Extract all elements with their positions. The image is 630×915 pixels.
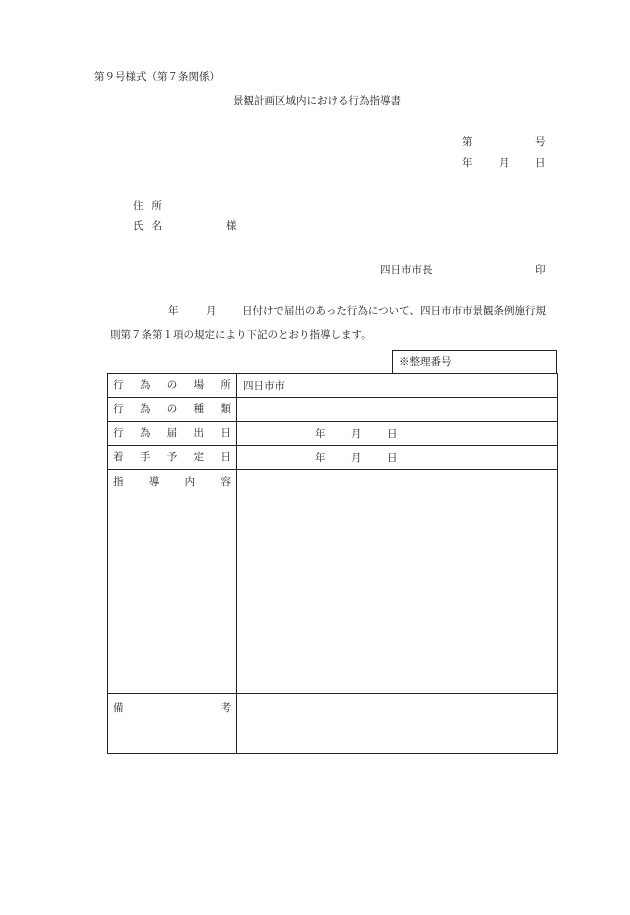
remarks-value[interactable] [237, 694, 558, 754]
row-label: 行 為 の 場 所 [108, 374, 237, 398]
doc-number-suffix: 号 [535, 136, 546, 148]
table-row [108, 374, 558, 398]
date-year: 年 [315, 451, 326, 464]
table-row [108, 398, 558, 422]
type-value[interactable] [237, 398, 558, 422]
guidance-content-value[interactable] [237, 470, 558, 694]
row-label: 備 考 [108, 694, 237, 754]
date-day: 日 [387, 427, 398, 440]
body-month: 月 [206, 305, 217, 317]
location-value[interactable]: 四日市市 [237, 374, 558, 398]
row-label: 行 為 の 種 類 [108, 398, 237, 422]
notification-date-value[interactable] [237, 422, 558, 446]
recipient-address-label: 住所 [133, 200, 170, 212]
row-label: 指 導 内 容 [108, 470, 237, 694]
body-text-rest: 日付けで届出のあった行為について、四日市市市景観条例施行規 [242, 305, 546, 317]
registration-number-box [392, 350, 557, 373]
table-row [108, 446, 558, 470]
registration-number-label: ※整理番号 [399, 356, 452, 368]
body-text-line2: 則第７条第１項の規定により下記のとおり指導します。 [110, 329, 372, 341]
body-year: 年 [168, 305, 179, 317]
guidance-table [107, 373, 558, 754]
table-row [108, 694, 558, 754]
seal-mark: 印 [535, 264, 546, 276]
table-row [108, 422, 558, 446]
issue-date-day: 日 [535, 157, 546, 169]
document-title: 景観計画区域内における行為指導書 [233, 95, 401, 107]
issuer-title: 四日市市長 [380, 264, 433, 276]
date-month: 月 [351, 451, 362, 464]
start-date-value[interactable] [237, 446, 558, 470]
table-row [108, 470, 558, 694]
row-label: 着 手 予 定 日 [108, 446, 237, 470]
issue-date-month: 月 [499, 157, 510, 169]
date-year: 年 [315, 427, 326, 440]
issue-date-year: 年 [462, 157, 473, 169]
recipient-name-label: 氏名 [133, 220, 170, 232]
row-label: 行 為 届 出 日 [108, 422, 237, 446]
date-month: 月 [351, 427, 362, 440]
form-label: 第９号様式（第７条関係） [94, 71, 220, 83]
recipient-honorific: 様 [226, 220, 237, 232]
doc-number-prefix: 第 [462, 136, 473, 148]
date-day: 日 [387, 451, 398, 464]
